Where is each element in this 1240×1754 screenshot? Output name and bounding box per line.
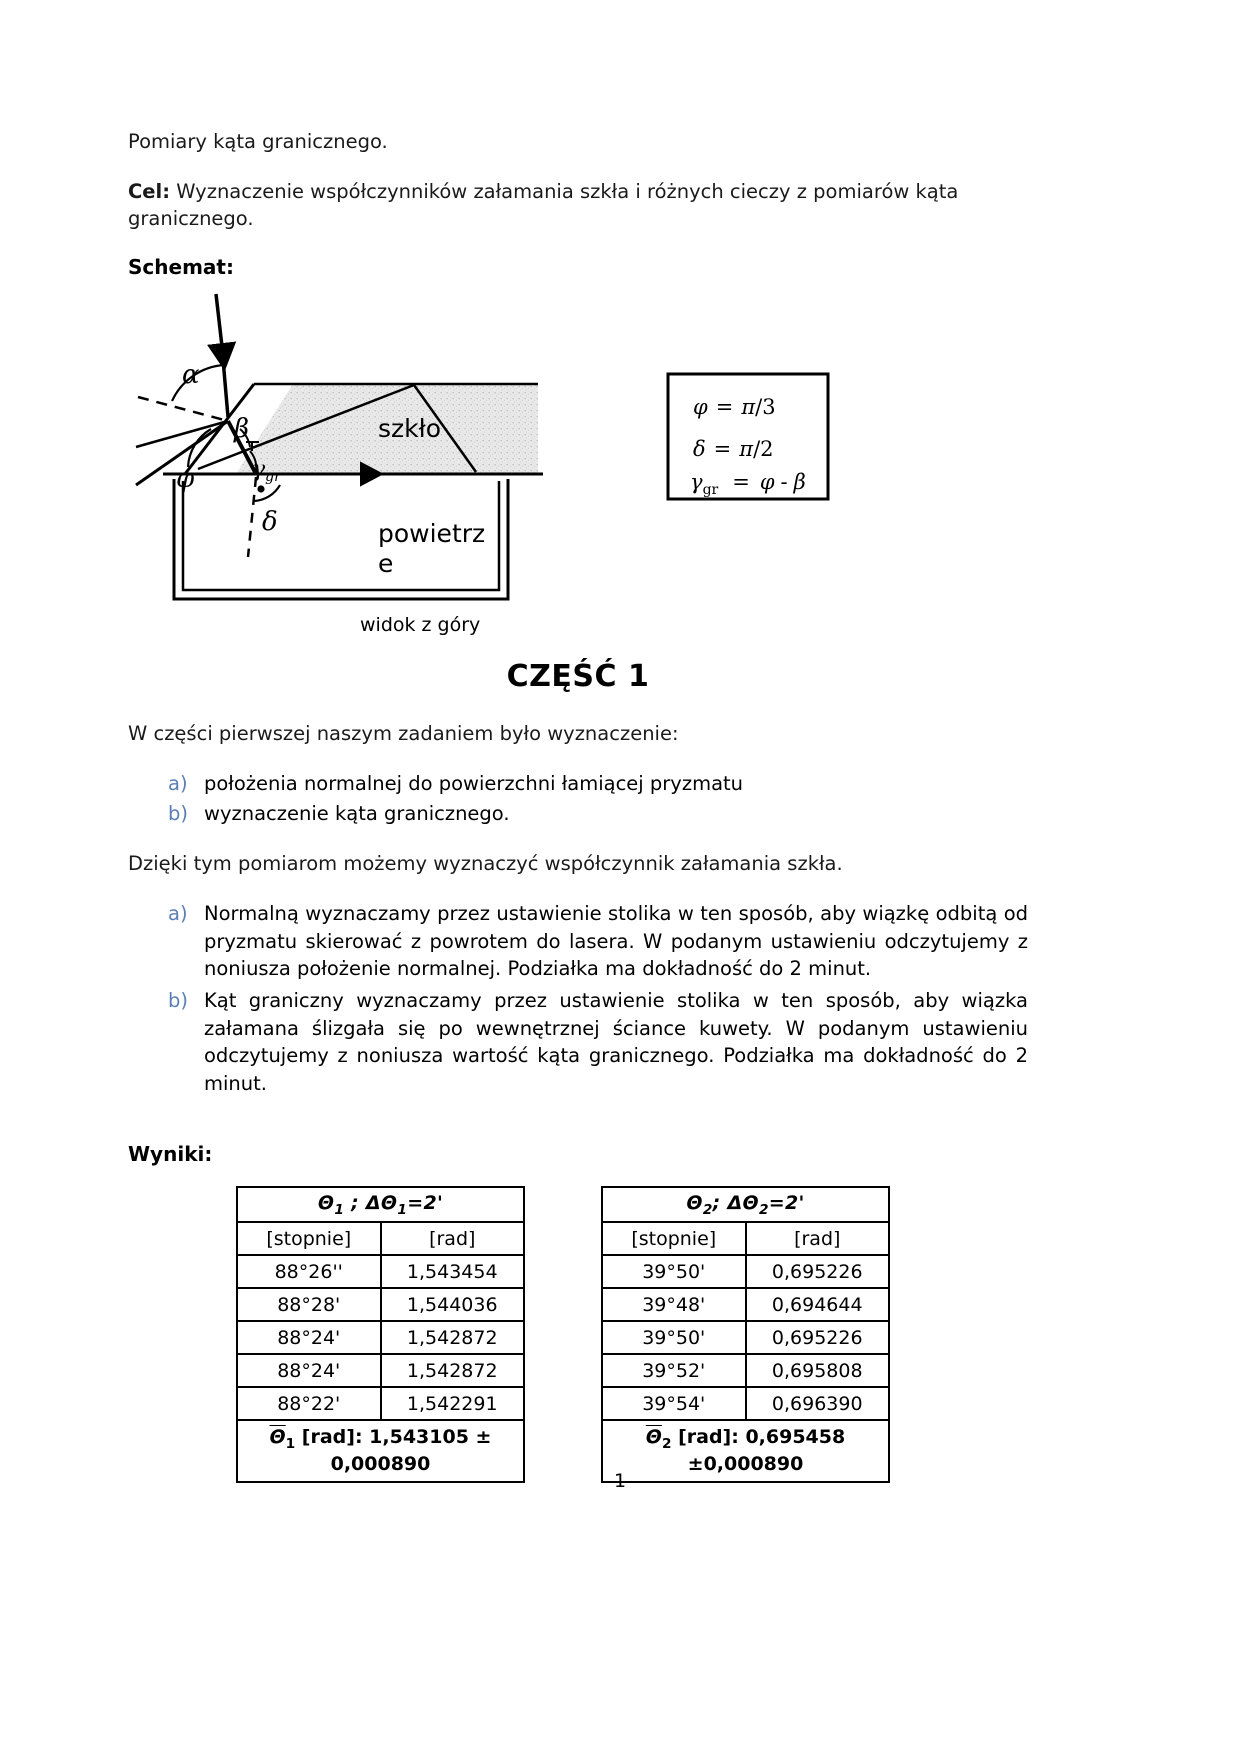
label-phi: φ	[176, 464, 195, 495]
page-number: 1	[613, 1470, 627, 1492]
label-gamma: $\gamma_{gr}$	[252, 457, 281, 486]
formula-phi: φ = π/3	[693, 395, 776, 420]
cell-degrees: 39°50'	[602, 1321, 746, 1354]
task-list	[128, 770, 1028, 828]
goal-label: Cel:	[128, 179, 171, 203]
table-row	[602, 1255, 889, 1288]
title-symbol: Θ	[686, 1191, 703, 1214]
cell-radians: 0,695226	[746, 1255, 890, 1288]
diagram-caption: widok z góry	[360, 614, 481, 637]
table-row	[602, 1288, 889, 1321]
label-air: powietrz	[378, 519, 486, 549]
label-beta: β	[234, 414, 250, 445]
table-row	[602, 1187, 889, 1223]
cell-radians: 0,695808	[746, 1354, 890, 1387]
theta1-table	[236, 1186, 525, 1483]
cell-radians: 1,542872	[381, 1354, 525, 1387]
list-marker: a)	[168, 771, 188, 795]
cell-radians: 0,696390	[746, 1387, 890, 1420]
goal-paragraph	[128, 178, 1028, 233]
table-row	[602, 1354, 889, 1387]
title-suffix: =2'	[768, 1191, 805, 1214]
title-sub: 2	[702, 1201, 713, 1218]
cell-degrees: 39°50'	[602, 1255, 746, 1288]
summary-symbol: $\overline{\Theta}$	[269, 1426, 286, 1449]
cell-radians: 1,542291	[381, 1387, 525, 1420]
list-item	[168, 987, 1028, 1098]
part-title: CZĘŚĆ 1	[506, 659, 650, 695]
list-item	[168, 800, 1028, 828]
list-text: położenia normalnej do powierzchni łamiącej pryzmatu	[204, 771, 744, 795]
formula-gamma: $\gamma_{gr} = \varphi - \beta$	[690, 470, 806, 499]
list-marker: b)	[168, 988, 188, 1012]
column-header: [stopnie]	[237, 1222, 381, 1255]
label-glass: szkło	[378, 414, 442, 444]
optics-diagram	[128, 289, 1028, 649]
title-mid: ;	[344, 1191, 366, 1214]
label-delta: δ	[262, 507, 278, 538]
cell-radians: 1,543454	[381, 1255, 525, 1288]
list-marker: b)	[168, 802, 188, 826]
schematic-heading: Schemat:	[128, 255, 234, 280]
table-row	[237, 1387, 524, 1420]
part1-middle-paragraph: Dzięki tym pomiarom możemy wyznaczyć współczynnik załamania szkła.	[128, 852, 843, 876]
title-mid: ;	[712, 1191, 728, 1214]
cell-radians: 0,694644	[746, 1288, 890, 1321]
table-row	[237, 1288, 524, 1321]
table-row	[237, 1354, 524, 1387]
title-delta-sub: 1	[397, 1201, 408, 1218]
cell-degrees: 88°26''	[237, 1255, 381, 1288]
normal-dashed-upper	[138, 397, 228, 421]
results-heading: Wyniki:	[128, 1141, 213, 1166]
cell-degrees: 88°24'	[237, 1321, 381, 1354]
cell-radians: 1,544036	[381, 1288, 525, 1321]
list-text: Kąt graniczny wyznaczamy przez ustawienie stolika w ten sposób, aby wiązka załamana ślizgała się po wewnętrznej ściance kuwety. W podanym ustawieniu odczytujemy z noniusza wartość kąta granicznego. Podziałka ma dokładność do 2 minut.	[204, 988, 1028, 1095]
title-sub: 1	[334, 1201, 345, 1218]
list-text: wyznaczenie kąta granicznego.	[204, 802, 510, 826]
theta2-table	[601, 1186, 890, 1483]
diagram-svg	[128, 289, 1028, 649]
summary-symbol: $\overline{\Theta}$	[645, 1426, 662, 1449]
table-row	[237, 1321, 524, 1354]
normal-dashed-lower	[248, 477, 256, 557]
summary-text: [rad]: 0,695458 ±0,000890	[671, 1426, 846, 1475]
results-tables	[236, 1186, 1028, 1483]
table-title	[602, 1187, 889, 1223]
list-marker: a)	[168, 901, 188, 925]
list-item	[168, 770, 1028, 798]
label-alpha: α	[182, 360, 200, 391]
column-header: [stopnie]	[602, 1222, 746, 1255]
cell-degrees: 39°48'	[602, 1288, 746, 1321]
cell-degrees: 88°24'	[237, 1354, 381, 1387]
cell-radians: 0,695226	[746, 1321, 890, 1354]
table-row	[602, 1387, 889, 1420]
title-delta: ΔΘ	[727, 1191, 759, 1214]
summary-sub: 1	[285, 1436, 296, 1453]
cell-degrees: 88°22'	[237, 1387, 381, 1420]
method-list	[128, 900, 1028, 1098]
title-symbol: Θ	[317, 1191, 335, 1214]
title-suffix: =2'	[407, 1191, 444, 1214]
incident-beam-lower	[223, 359, 228, 417]
summary-text: [rad]: 1,543105 ± 0,000890	[295, 1426, 492, 1475]
page-content	[128, 128, 1028, 1483]
title-delta: ΔΘ	[365, 1191, 398, 1214]
label-air-2: e	[378, 549, 394, 579]
cell-degrees: 39°52'	[602, 1354, 746, 1387]
list-item	[168, 900, 1028, 983]
table-title	[237, 1187, 524, 1223]
table-row	[602, 1321, 889, 1354]
column-header: [rad]	[746, 1222, 890, 1255]
column-header: [rad]	[381, 1222, 525, 1255]
goal-text: Wyznaczenie współczynników załamania szkła i różnych cieczy z pomiarów kąta granicznego.	[128, 179, 959, 231]
cell-degrees: 39°54'	[602, 1387, 746, 1420]
table-row	[237, 1255, 524, 1288]
table-row	[602, 1222, 889, 1255]
part1-lead: W części pierwszej naszym zadaniem było wyznaczenie:	[128, 722, 679, 746]
table-row	[237, 1187, 524, 1223]
cell-degrees: 88°28'	[237, 1288, 381, 1321]
title-delta-sub: 2	[758, 1201, 769, 1218]
incident-beam	[216, 294, 224, 364]
intro-paragraph: Pomiary kąta granicznego.	[128, 130, 388, 153]
formula-delta: δ = π/2	[693, 437, 774, 462]
vertex-dot	[257, 485, 264, 492]
summary-sub: 2	[661, 1436, 672, 1453]
cell-radians: 1,542872	[381, 1321, 525, 1354]
list-text: Normalną wyznaczamy przez ustawienie stolika w ten sposób, aby wiązkę odbitą od pryzmatu skierować z powrotem do lasera. W podanym ustawieniu odczytujemy z noniusza położenie normalnej. Podziałka ma dokładność do 2 minut.	[204, 901, 1028, 981]
table-row	[237, 1222, 524, 1255]
